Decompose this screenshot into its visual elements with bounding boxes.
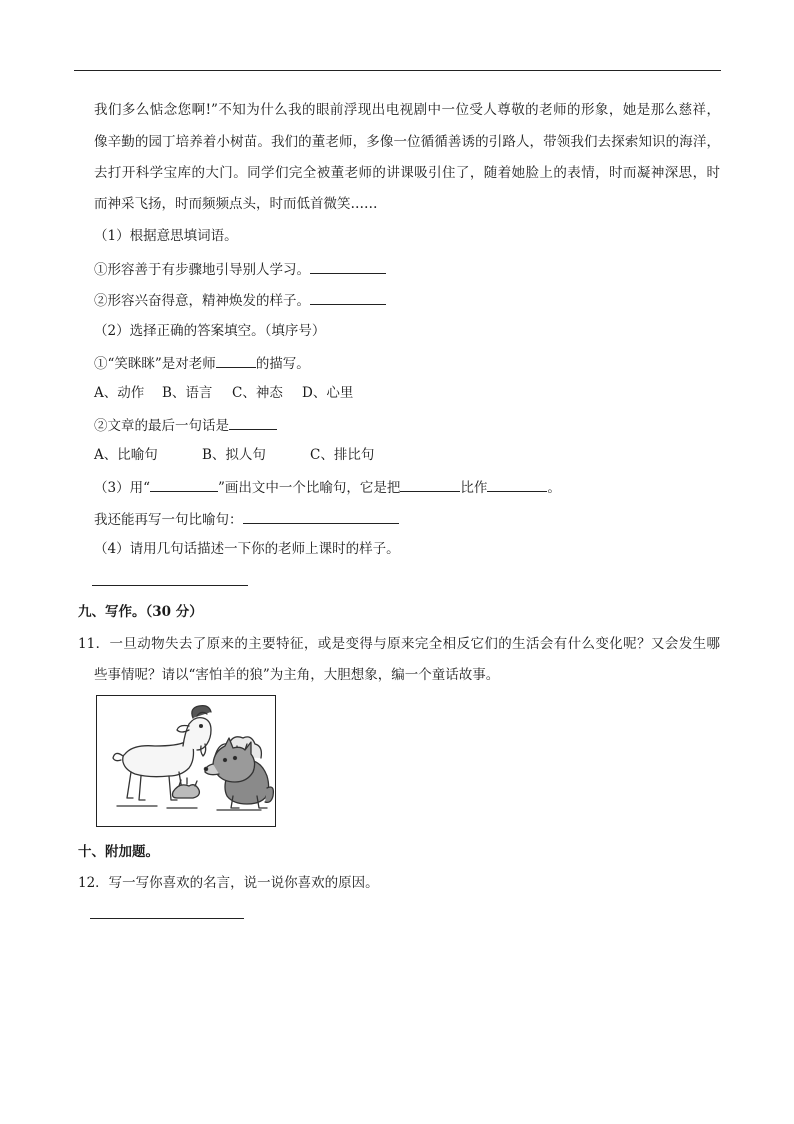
q3-subject-blank[interactable] <box>400 477 460 492</box>
q2-options-1 <box>94 384 353 402</box>
q1-item-1 <box>94 259 386 279</box>
q1-answer-blank-2[interactable] <box>310 290 386 305</box>
q11-line-1: 11．一旦动物失去了原来的主要特征，或是变得与原来完全相反它们的生活会有什么变化呢？又会发生哪 <box>78 636 720 652</box>
q3-line-1 <box>94 477 561 497</box>
q2-item-1-text-pre: ①“笑眯眯”是对老师 <box>94 356 216 372</box>
passage-line-2: 像辛勤的园丁培养着小树苗。我们的董老师，多像一位循循善诱的引路人，带领我们去探索知识的海洋， <box>94 134 720 150</box>
passage-line-1: 我们多么惦念您啊!”不知为什么我的眼前浮现出电视剧中一位受人尊敬的老师的形象，她是那么慈祥， <box>94 102 720 118</box>
q3-metaphor-blank[interactable] <box>243 509 399 524</box>
q2-item-1 <box>94 353 310 373</box>
q2-option-1d[interactable]: D、心里 <box>302 385 354 401</box>
goat-wolf-illustration <box>96 695 276 827</box>
q2-heading: （2）选择正确的答案填空。（填序号） <box>94 323 326 339</box>
q2-item-2 <box>94 415 277 435</box>
q2-option-1c[interactable]: C、神态 <box>232 385 283 401</box>
q3-line-2-text: 我还能再写一句比喻句： <box>94 512 243 528</box>
q3-line-2 <box>94 509 399 529</box>
section-9-title: 九、写作。（30 分） <box>78 604 203 620</box>
goat-wolf-drawing <box>97 696 275 826</box>
q2-option-1b[interactable]: B、语言 <box>162 385 213 401</box>
q2-answer-blank-2[interactable] <box>229 415 277 430</box>
header-rule <box>74 70 721 71</box>
q3-text-pre: （3）用“ <box>94 480 150 496</box>
q3-line-style-blank[interactable] <box>150 477 218 492</box>
q3-text-mid-2: 比作 <box>460 480 488 496</box>
q12-text: 12．写一写你喜欢的名言，说一说你喜欢的原因。 <box>78 875 379 891</box>
passage-line-3: 去打开科学宝库的大门。同学们完全被董老师的讲课吸引住了，随着她脸上的表情，时而凝神深思，时 <box>94 165 720 181</box>
q2-option-2c[interactable]: C、排比句 <box>310 447 375 463</box>
q4-text: （4）请用几句话描述一下你的老师上课时的样子。 <box>94 541 400 557</box>
q1-heading: （1）根据意思填词语。 <box>94 228 238 244</box>
q1-item-1-text: ①形容善于有步骤地引导别人学习。 <box>94 262 310 278</box>
q1-answer-blank-1[interactable] <box>310 259 386 274</box>
q2-option-2a[interactable]: A、比喻句 <box>94 447 158 463</box>
q2-answer-blank-1[interactable] <box>216 353 256 368</box>
q4-answer-line[interactable] <box>92 585 248 586</box>
q3-text-mid-1: ”画出文中一个比喻句，它是把 <box>218 480 401 496</box>
q2-item-2-text: ②文章的最后一句话是 <box>94 418 229 434</box>
q2-options-2 <box>94 446 374 464</box>
passage-line-4: 而神采飞扬，时而频频点头，时而低首微笑…… <box>94 196 378 212</box>
q11-line-2: 些事情呢？请以“害怕羊的狼”为主角，大胆想象，编一个童话故事。 <box>94 667 500 683</box>
section-10-title: 十、附加题。 <box>78 844 159 860</box>
q2-option-1a[interactable]: A、动作 <box>94 385 145 401</box>
q2-item-1-text-post: 的描写。 <box>255 356 310 372</box>
q1-item-2-text: ②形容兴奋得意，精神焕发的样子。 <box>94 293 310 309</box>
q12-answer-line[interactable] <box>90 918 244 919</box>
q3-object-blank[interactable] <box>487 477 547 492</box>
q3-text-end: 。 <box>547 480 561 496</box>
q2-option-2b[interactable]: B、拟人句 <box>202 447 266 463</box>
q1-item-2 <box>94 290 386 310</box>
